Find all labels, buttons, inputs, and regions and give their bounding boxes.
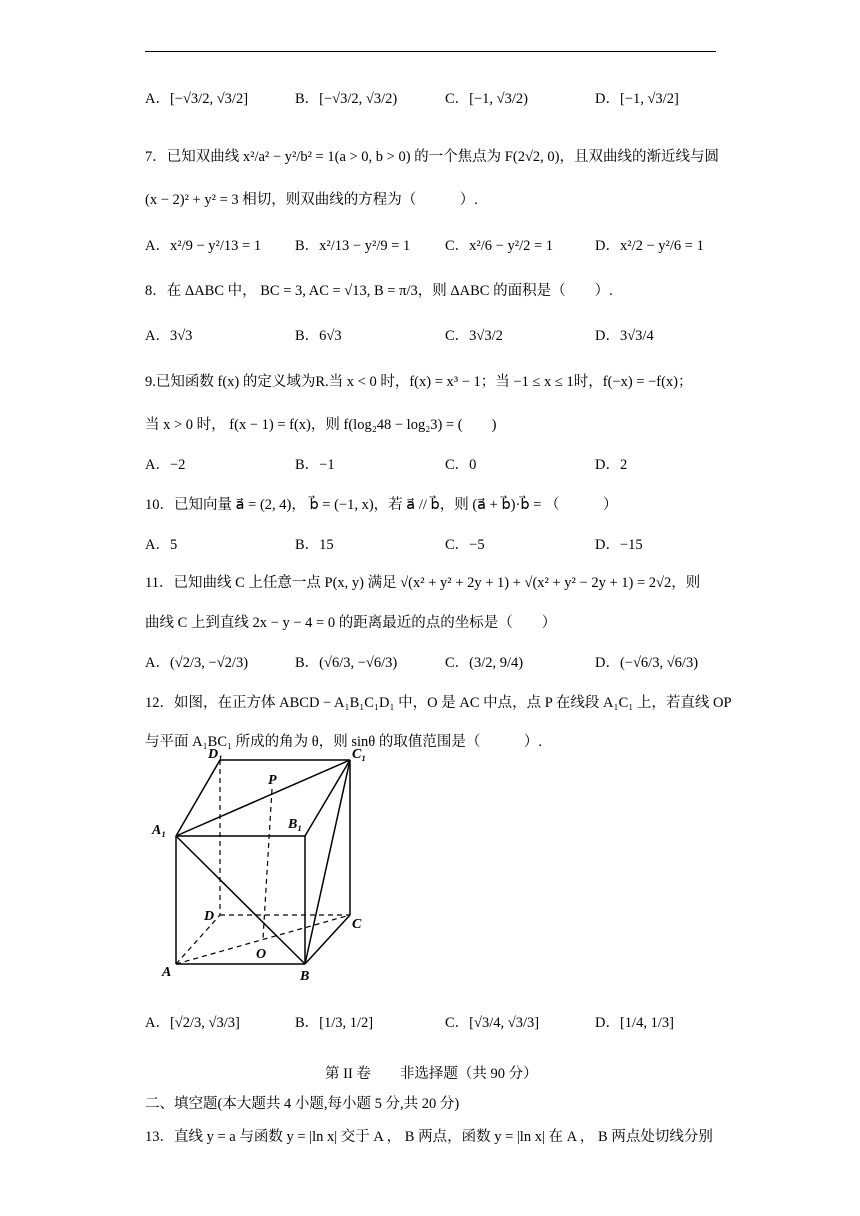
q12-option-b: B．[1/3, 1/2] <box>295 1015 374 1031</box>
label-d1: D₁ <box>208 747 223 762</box>
q8-option-d: D．3√3/4 <box>595 328 654 344</box>
label-d: D <box>204 909 215 924</box>
section2-heading: 二、填空题(本大题共 4 小题,每小题 5 分,共 20 分) <box>145 1096 460 1112</box>
label-c1: C₁ <box>352 747 367 762</box>
q8-option-a: A．3√3 <box>145 328 193 344</box>
q7-option-c: C．x²/6 − y²/2 = 1 <box>445 238 554 254</box>
q7-option-b: B．x²/13 − y²/9 = 1 <box>295 238 411 254</box>
q9-option-d: D．2 <box>595 457 628 473</box>
label-b1: B₁ <box>288 817 303 832</box>
part2-title: 第 II 卷 非选择题（共 90 分） <box>325 1066 538 1082</box>
q8-option-b: B．6√3 <box>295 328 342 344</box>
q11-option-a: A．(√2/3, −√2/3) <box>145 655 249 671</box>
q12-option-c: C．[√3/4, √3/3] <box>445 1015 540 1031</box>
q10-option-b: B．15 <box>295 537 334 553</box>
q9-option-b: B．−1 <box>295 457 335 473</box>
q12-option-d: D．[1/4, 1/3] <box>595 1015 674 1031</box>
cube-figure <box>140 747 380 990</box>
q12-stem-line1: 12．如图，在正方体 ABCD − A₁B₁C₁D₁ 中，O 是 AC 中点，点 P 在线段 A₁C₁ 上，若直线 OP <box>145 695 732 711</box>
label-a: A <box>162 965 172 980</box>
q11-option-d: D．(−√6/3, √6/3) <box>595 655 699 671</box>
label-p: P <box>268 773 277 788</box>
q9-stem-line1: 9.已知函数 f(x) 的定义域为R.当 x < 0 时，f(x) = x³ − 1；当 −1 ≤ x ≤ 1时，f(−x) = −f(x)； <box>145 374 693 390</box>
q9-option-c: C．0 <box>445 457 477 473</box>
label-b: B <box>300 969 310 984</box>
q6-option-c: C．[−1, √3/2) <box>445 91 528 107</box>
q11-option-c: C．(3/2, 9/4) <box>445 655 524 671</box>
q9-option-a: A．−2 <box>145 457 186 473</box>
q6-option-a: A．[−√3/2, √3/2] <box>145 91 249 107</box>
q10-option-a: A．5 <box>145 537 178 553</box>
q10-option-c: C．−5 <box>445 537 485 553</box>
q13-stem-line1: 13．直线 y = a 与函数 y = |ln x| 交于 A ， B 两点，函数 y = |ln x| 在 A ， B 两点处切线分别 <box>145 1129 713 1145</box>
q11-stem-line1: 11．已知曲线 C 上任意一点 P(x, y) 满足 √(x² + y² + 2y + 1) + √(x² + y² − 2y + 1) = 2√2，则 <box>145 575 701 591</box>
q6-option-d: D．[−1, √3/2] <box>595 91 679 107</box>
q7-stem-line1: 7．已知双曲线 x²/a² − y²/b² = 1(a > 0, b > 0) 的一个焦点为 F(2√2, 0)，且双曲线的渐近线与圆 <box>145 149 719 165</box>
q10-option-d: D．−15 <box>595 537 643 553</box>
q8-option-c: C．3√3/2 <box>445 328 503 344</box>
q11-option-b: B．(√6/3, −√6/3) <box>295 655 398 671</box>
label-a1: A₁ <box>152 823 167 838</box>
q12-option-a: A．[√2/3, √3/3] <box>145 1015 240 1031</box>
label-c: C <box>352 917 362 932</box>
header-rule <box>145 51 716 52</box>
q7-option-a: A．x²/9 − y²/13 = 1 <box>145 238 262 254</box>
q12-stem-line2: 与平面 A₁BC₁ 所成的角为 θ，则 sinθ 的取值范围是（ ）. <box>145 734 542 750</box>
q10-stem: 10．已知向量 a⃗ = (2, 4)， b⃗ = (−1, x)，若 a⃗ // b⃗，则 (a⃗ + b⃗)·b⃗ = （ ） <box>145 497 618 513</box>
q11-stem-line2: 曲线 C 上到直线 2x − y − 4 = 0 的距离最近的点的坐标是（ ） <box>145 615 557 631</box>
q7-option-d: D．x²/2 − y²/6 = 1 <box>595 238 704 254</box>
q8-stem: 8．在 ΔABC 中， BC = 3, AC = √13, B = π/3，则 ΔABC 的面积是（ ）. <box>145 283 613 299</box>
q6-option-b: B．[−√3/2, √3/2) <box>295 91 398 107</box>
label-o: O <box>256 947 267 962</box>
q9-stem-line2: 当 x > 0 时， f(x − 1) = f(x)，则 f(log₂48 − log₂3) = ( ) <box>145 417 497 433</box>
q7-stem-line2: (x − 2)² + y² = 3 相切，则双曲线的方程为（ ）. <box>145 192 478 208</box>
